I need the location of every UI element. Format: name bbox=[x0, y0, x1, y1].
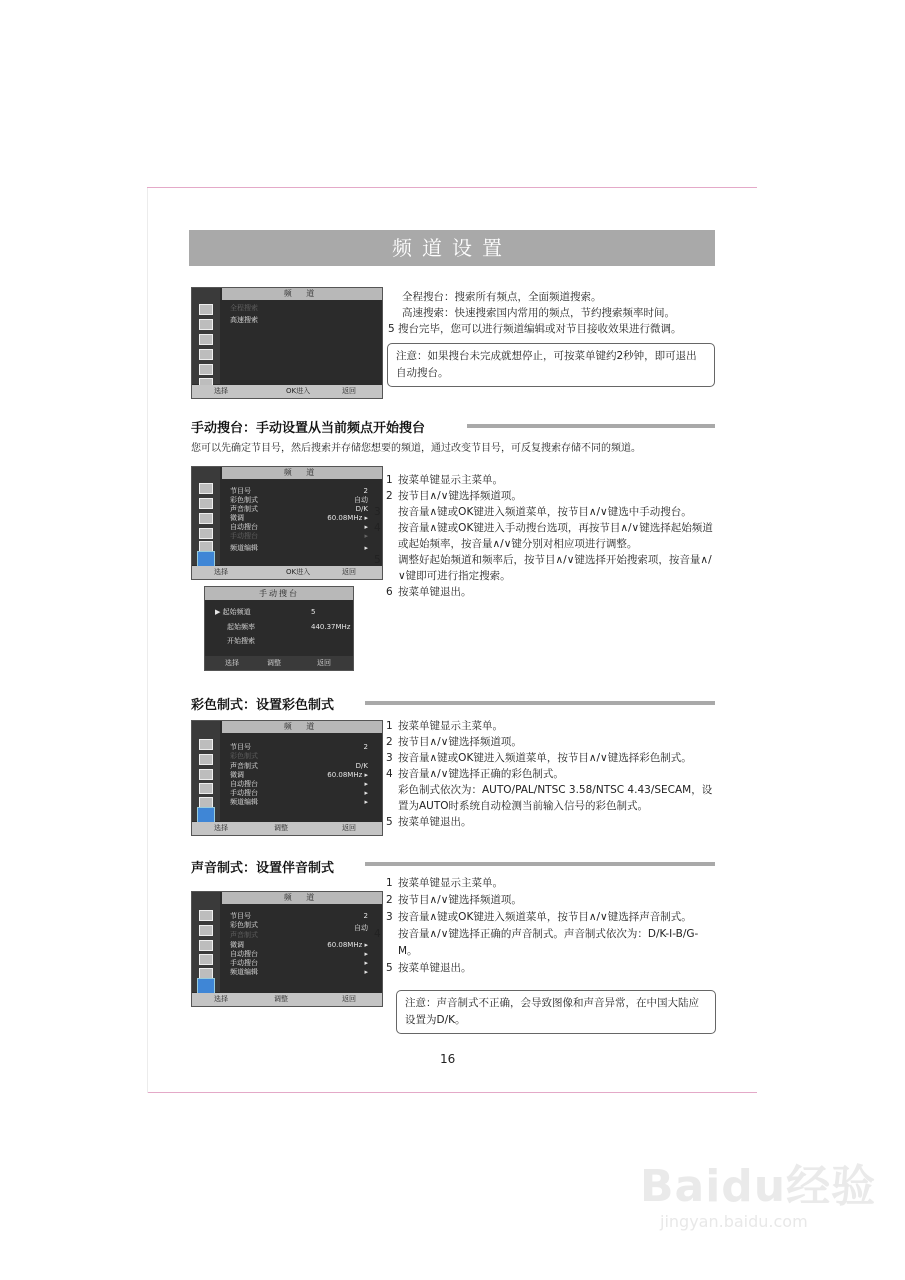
menu-item: 自动搜台 ▸ bbox=[230, 523, 368, 531]
menu-item: 手动搜台 ▸ bbox=[230, 789, 368, 797]
menu-item: 频道编辑 ▸ bbox=[230, 544, 368, 552]
bottom-rule bbox=[147, 1092, 757, 1093]
submenu-item: 起始频率 440.37MHz bbox=[227, 623, 351, 631]
clock-icon bbox=[199, 334, 213, 345]
note-box-1: 注意：如果搜台未完成就想停止，可按菜单键约2秒钟，即可退出自动搜台。 bbox=[387, 343, 715, 387]
step: 1 按菜单键显示主菜单。 bbox=[386, 720, 503, 732]
menu-item: 频道编辑 ▸ bbox=[230, 798, 368, 806]
menu-item: 声音制式 bbox=[230, 931, 258, 939]
menu-item: 手动搜台 ▸ bbox=[230, 959, 368, 967]
submenu-footer bbox=[205, 656, 353, 670]
menu-sidebar bbox=[192, 467, 220, 565]
step: 4 按音量∧/∨键选择正确的彩色制式。 bbox=[386, 768, 564, 780]
submenu-item: ▶ 起始频道 5 bbox=[215, 608, 316, 616]
footer-back: 返回 bbox=[317, 659, 331, 667]
channel-menu-screen-3 bbox=[191, 720, 383, 836]
channel-icon bbox=[197, 551, 215, 567]
section-rule bbox=[467, 424, 715, 428]
step: 3 按音量∧键或OK键进入频道菜单，按节目∧/∨键选中手动搜台。 bbox=[374, 506, 692, 518]
step: 3 按音量∧键或OK键进入频道菜单，按节目∧/∨键选择声音制式。 bbox=[386, 911, 692, 923]
menu-item: 微调 60.08MHz ▸ bbox=[230, 941, 368, 949]
channel-menu-screen-2 bbox=[191, 466, 383, 580]
menu-item: 全程搜索 bbox=[230, 304, 258, 312]
sound-icon bbox=[199, 498, 213, 509]
manual-search-intro: 您可以先确定节目号，然后搜索并存储您想要的频道，通过改变节目号，可反复搜索存储不同的频道。 bbox=[191, 443, 641, 454]
setup-icon bbox=[199, 954, 213, 965]
menu-title: 频 道 bbox=[222, 721, 382, 733]
channel-icon bbox=[197, 807, 215, 823]
step: 1 按菜单键显示主菜单。 bbox=[386, 474, 503, 486]
footer-select: 选择 bbox=[214, 824, 228, 832]
lock-icon bbox=[199, 364, 213, 375]
sound-icon bbox=[199, 319, 213, 330]
sound-icon bbox=[199, 754, 213, 765]
footer-select: 选择 bbox=[214, 995, 228, 1003]
menu-footer bbox=[192, 385, 382, 398]
menu-item: 彩色制式 自动 bbox=[230, 496, 368, 504]
menu-sidebar bbox=[192, 892, 220, 992]
step: 5 调整好起始频道和频率后，按节目∧/∨键选择开始搜索项，按音量∧/∨键即可进行指定搜索。 bbox=[374, 554, 712, 582]
color-system-steps bbox=[386, 718, 716, 830]
footer-adjust: 调整 bbox=[267, 659, 281, 667]
submenu-title: 手动搜台 bbox=[205, 587, 353, 600]
menu-item: 彩色制式 bbox=[230, 752, 258, 760]
section-heading-manual-search: 手动搜台：手动设置从当前频点开始搜台 bbox=[191, 421, 426, 436]
step: 4 按音量∧/∨键选择正确的声音制式。声音制式依次为：D/K-I-B/G-M。 bbox=[374, 928, 699, 957]
footer-ok: OK进入 bbox=[286, 568, 311, 576]
setup-icon bbox=[199, 528, 213, 539]
setup-icon bbox=[199, 783, 213, 794]
step: 6 按菜单键退出。 bbox=[386, 586, 472, 598]
footer-adjust: 调整 bbox=[274, 824, 288, 832]
watermark-url: jingyan.baidu.com bbox=[660, 1212, 808, 1231]
manual-search-submenu bbox=[204, 586, 354, 671]
clock-icon bbox=[199, 513, 213, 524]
left-margin-line bbox=[147, 188, 148, 1093]
menu-item: 节目号 2 bbox=[230, 912, 368, 920]
picture-icon bbox=[199, 910, 213, 921]
clock-icon bbox=[199, 940, 213, 951]
menu-item: 自动搜台 ▸ bbox=[230, 780, 368, 788]
menu-item: 频道编辑 ▸ bbox=[230, 968, 368, 976]
step: 4 按音量∧键或OK键进入手动搜台选项，再按节目∧/∨键选择起始频道或起始频率，按音量∧/∨键分别对相应项进行调整。 bbox=[374, 522, 713, 550]
section-heading-color-system: 彩色制式：设置彩色制式 bbox=[191, 698, 335, 713]
menu-item: 声音制式 D/K bbox=[230, 762, 368, 770]
setup-icon bbox=[199, 349, 213, 360]
menu-item: 节目号 2 bbox=[230, 743, 368, 751]
menu-item: 声音制式 D/K bbox=[230, 505, 368, 513]
menu-footer bbox=[192, 822, 382, 835]
note-box-2: 注意：声音制式不正确，会导致图像和声音异常，在中国大陆应设置为D/K。 bbox=[396, 990, 716, 1034]
step: 3 按音量∧键或OK键进入频道菜单，按节目∧/∨键选择彩色制式。 bbox=[386, 752, 692, 764]
footer-back: 返回 bbox=[342, 995, 356, 1003]
full-search-line: 全程搜台：搜索所有频点，全面频道搜索。 bbox=[402, 291, 602, 303]
step: 1 按菜单键显示主菜单。 bbox=[386, 877, 503, 889]
sound-icon bbox=[199, 925, 213, 936]
footer-back: 返回 bbox=[342, 568, 356, 576]
menu-footer bbox=[192, 566, 382, 579]
step: 2 按节目∧/∨键选择频道项。 bbox=[386, 736, 522, 748]
footer-back: 返回 bbox=[342, 824, 356, 832]
footer-select: 选择 bbox=[225, 659, 239, 667]
menu-footer bbox=[192, 993, 382, 1006]
footer-ok: OK进入 bbox=[286, 387, 311, 395]
menu-item: 微调 60.08MHz ▸ bbox=[230, 514, 368, 522]
menu-sidebar bbox=[192, 288, 220, 384]
footer-select: 选择 bbox=[214, 568, 228, 576]
search-done-line: 5 搜台完毕，您可以进行频道编辑或对节目接收效果进行微调。 bbox=[388, 323, 682, 335]
watermark-logo: Baidu经验 bbox=[640, 1161, 877, 1212]
page-banner: 频道设置 bbox=[189, 230, 715, 266]
top-rule bbox=[147, 187, 757, 188]
menu-item: 节目号 2 bbox=[230, 487, 368, 495]
footer-back: 返回 bbox=[342, 387, 356, 395]
clock-icon bbox=[199, 769, 213, 780]
section-heading-sound-system: 声音制式：设置伴音制式 bbox=[191, 861, 335, 876]
sound-system-steps bbox=[374, 875, 716, 977]
menu-title: 频 道 bbox=[222, 892, 382, 904]
menu-title: 频 道 bbox=[222, 467, 382, 479]
menu-item: 彩色制式 自动 bbox=[230, 921, 368, 932]
menu-item: 微调 60.08MHz ▸ bbox=[230, 771, 368, 779]
fast-search-line: 高速搜索：快速搜索国内常用的频点，节约搜索频率时间。 bbox=[402, 307, 675, 319]
step: 2 按节目∧/∨键选择频道项。 bbox=[386, 894, 522, 906]
step: 2 按节目∧/∨键选择频道项。 bbox=[386, 490, 522, 502]
channel-icon bbox=[197, 978, 215, 994]
footer-select: 选择 bbox=[214, 387, 228, 395]
picture-icon bbox=[199, 304, 213, 315]
picture-icon bbox=[199, 739, 213, 750]
section-rule bbox=[365, 701, 715, 705]
footer-adjust: 调整 bbox=[274, 995, 288, 1003]
menu-item: 高速搜索 bbox=[230, 316, 258, 324]
search-description bbox=[388, 289, 718, 337]
menu-title: 频 道 bbox=[222, 288, 382, 300]
menu-item: 自动搜台 ▸ bbox=[230, 950, 368, 958]
step: 5 按菜单键退出。 bbox=[386, 962, 472, 974]
submenu-item: 开始搜索 bbox=[227, 637, 255, 645]
page-number: 16 bbox=[440, 1052, 456, 1066]
menu-item: 手动搜台 ▸ bbox=[230, 532, 368, 540]
step: 5 按菜单键退出。 bbox=[386, 816, 472, 828]
section-rule bbox=[365, 862, 715, 866]
picture-icon bbox=[199, 483, 213, 494]
manual-search-steps bbox=[374, 472, 716, 600]
step: 彩色制式依次为：AUTO/PAL/NTSC 3.58/NTSC 4.43/SECAM，设置为AUTO时系统自动检测当前输入信号的彩色制式。 bbox=[398, 784, 713, 812]
channel-menu-screen-4 bbox=[191, 891, 383, 1007]
channel-menu-screen-1 bbox=[191, 287, 383, 399]
menu-sidebar bbox=[192, 721, 220, 821]
